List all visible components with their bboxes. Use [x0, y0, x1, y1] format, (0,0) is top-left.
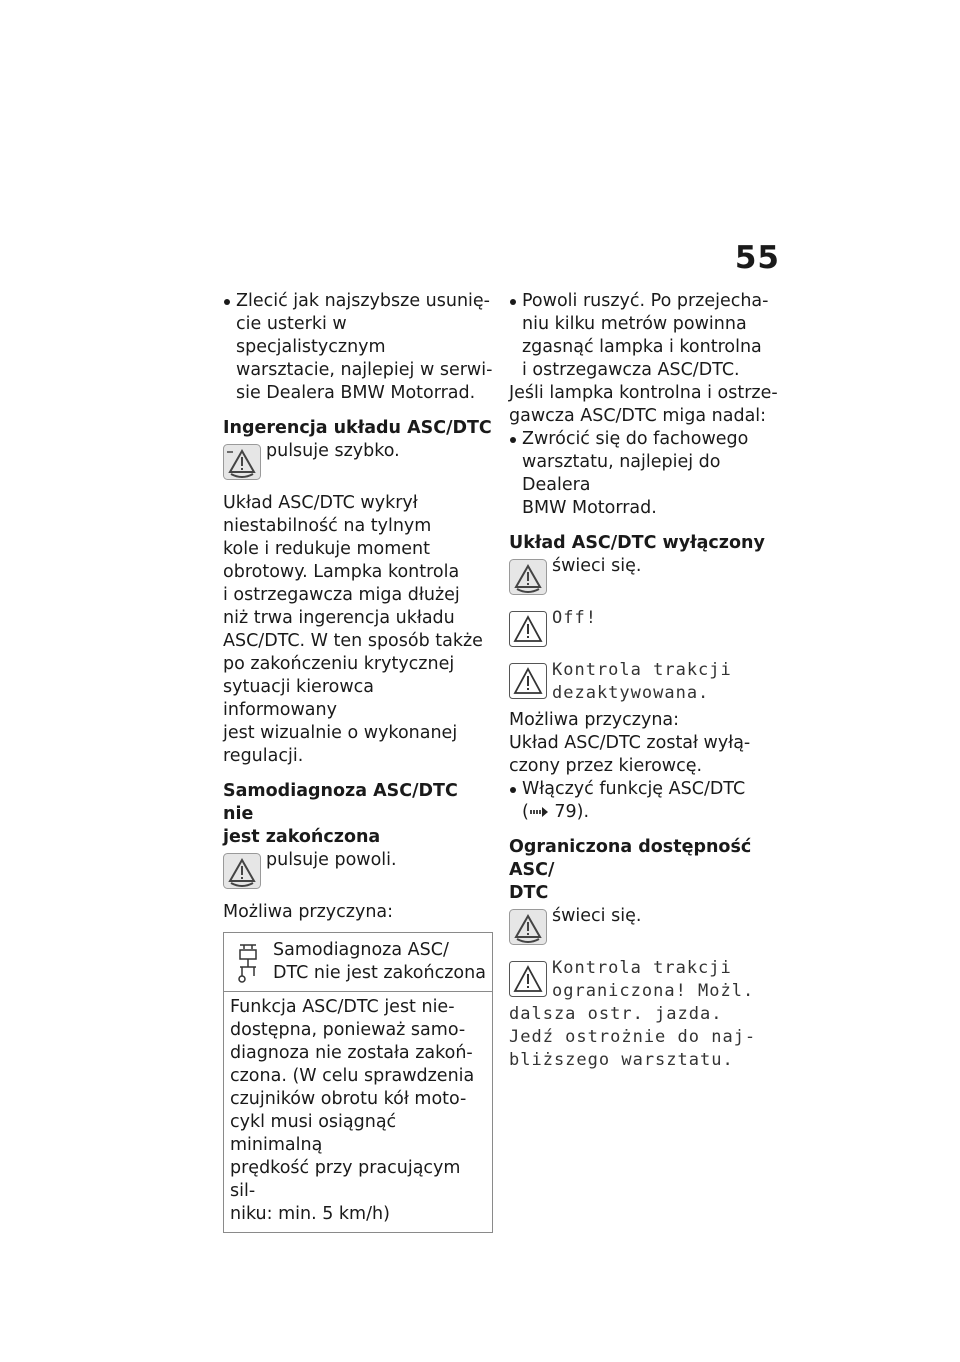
warning-triangle-icon: [509, 663, 547, 699]
bullet-line: cie usterki w specjalistycznym: [236, 314, 386, 357]
bullet-line: Zlecić jak najszybsze usunię-: [236, 291, 490, 311]
text-line: dostępna, ponieważ samo-: [230, 1020, 466, 1040]
bullet-line: zgasnąć lampka i kontrolna: [522, 337, 762, 357]
indicator-label: świeci się.: [552, 556, 642, 576]
text-line: czona. (W celu sprawdzenia: [230, 1066, 475, 1086]
text-line: gawcza ASC/DTC miga nadal:: [509, 406, 767, 426]
indicator-row: [223, 849, 493, 889]
traction-control-warning-icon: [223, 444, 261, 480]
text-line: obrotowy. Lampka kontrola: [223, 562, 460, 582]
text-line: kole i redukuje moment: [223, 539, 431, 559]
info-box-body: [224, 992, 492, 1232]
display-text: bliższego warsztatu.: [509, 1050, 734, 1070]
text-line: ASC/DTC. W ten sposób także: [223, 631, 483, 651]
text-line: cykl musi osiągnąć minimalną: [230, 1112, 397, 1155]
list-item: [509, 428, 784, 520]
bullet-line: i ostrzegawcza ASC/DTC.: [522, 360, 740, 380]
sensor-check-icon: [234, 943, 262, 983]
text-line: Funkcja ASC/DTC jest nie-: [230, 997, 455, 1017]
section-heading-ograniczona: [509, 836, 784, 905]
traction-control-warning-icon: [509, 909, 547, 945]
list-item: [509, 778, 784, 824]
warning-triangle-icon: [509, 611, 547, 647]
text-line: niestabilność na tylnym: [223, 516, 432, 536]
bullet-line: sie Dealera BMW Motorrad.: [236, 383, 476, 403]
display-text: dalsza ostr. jazda.: [509, 1004, 723, 1024]
indicator-row: [509, 555, 784, 595]
heading-line: jest zakończona: [223, 827, 381, 847]
text-line: niż trwa ingerencja układu: [223, 608, 455, 628]
text-line: niku: min. 5 km/h): [230, 1204, 390, 1224]
text-line: po zakończeniu krytycznej: [223, 654, 455, 674]
bullet-line: niu kilku metrów powinna: [522, 314, 747, 334]
text-line: regulacji.: [223, 746, 304, 766]
bullet-dot: [510, 299, 516, 305]
paragraph: [509, 732, 784, 778]
indicator-row: [509, 905, 784, 945]
bullet-line: Zwrócić się do fachowego: [522, 429, 749, 449]
info-box-title-line: Samodiagnoza ASC/: [273, 940, 449, 960]
bullet-dot: [510, 437, 516, 443]
heading-line: Ograniczona dostępność ASC/: [509, 837, 752, 880]
right-column: [509, 290, 784, 1072]
bullet-line: Włączyć funkcję ASC/DTC: [522, 779, 746, 799]
section-heading-ingerencja: Ingerencja układu ASC/DTC: [223, 418, 492, 438]
heading-line: Samodiagnoza ASC/DTC nie: [223, 781, 458, 824]
page-reference-arrow-icon: [529, 806, 549, 818]
cause-label: Możliwa przyczyna:: [223, 902, 394, 922]
bullet-line: warsztacie, najlepiej w serwi-: [236, 360, 493, 380]
display-text: ograniczona! Możl.: [552, 981, 755, 1001]
text-line: i ostrzegawcza miga dłużej: [223, 585, 460, 605]
bullet-line: warsztatu, najlepiej do Dealera: [522, 452, 721, 495]
text-line: sytuacji kierowca informowany: [223, 677, 374, 720]
display-text: Kontrola trakcji: [552, 958, 732, 978]
traction-control-warning-icon: [509, 559, 547, 595]
list-item: [509, 290, 784, 382]
list-item: [223, 290, 493, 405]
text-line: diagnoza nie została zakoń-: [230, 1043, 473, 1063]
paragraph: [223, 492, 493, 768]
bullet-dot: [224, 299, 230, 305]
bullet-line: BMW Motorrad.: [522, 498, 657, 518]
text-line: jest wizualnie o wykonanej: [223, 723, 458, 743]
section-heading-wylaczony: Układ ASC/DTC wyłączony: [509, 533, 765, 553]
display-message-row: [509, 957, 784, 1003]
info-box: [223, 932, 493, 1233]
display-text: Jedź ostrożnie do naj-: [509, 1027, 757, 1047]
left-column: [223, 290, 493, 1233]
indicator-label: pulsuje szybko.: [266, 441, 400, 461]
text-line: prędkość przy pracującym sil-: [230, 1158, 461, 1201]
display-text: Off!: [552, 608, 597, 628]
bullet-line: Powoli ruszyć. Po przejecha-: [522, 291, 769, 311]
indicator-label: świeci się.: [552, 906, 642, 926]
bullet-dot: [510, 787, 516, 793]
display-text: Kontrola trakcji: [552, 660, 732, 680]
warning-triangle-icon: [509, 961, 547, 997]
paragraph: [509, 382, 784, 428]
indicator-row: [223, 440, 493, 480]
section-heading-samodiagnoza: [223, 780, 493, 849]
display-text-continued: [509, 1003, 784, 1072]
display-message-row: [509, 607, 784, 647]
text-line: Układ ASC/DTC wykrył: [223, 493, 418, 513]
page-reference[interactable]: [522, 801, 784, 824]
indicator-label: pulsuje powoli.: [266, 850, 397, 870]
info-box-title-line: DTC nie jest zakończona: [273, 963, 486, 983]
info-box-header: [224, 933, 492, 992]
display-text: dezaktywowana.: [552, 683, 710, 703]
heading-line: DTC: [509, 883, 549, 903]
text-line: Układ ASC/DTC został wyłą-: [509, 733, 751, 753]
display-message-row: [509, 659, 784, 705]
paren: (: [522, 802, 529, 822]
page-ref-number: 79).: [554, 802, 590, 822]
text-line: czony przez kierowcę.: [509, 756, 703, 776]
text-line: czujników obrotu kół moto-: [230, 1089, 467, 1109]
page-number: 55: [734, 240, 780, 276]
traction-control-warning-icon: [223, 853, 261, 889]
text-line: Jeśli lampka kontrolna i ostrze-: [509, 383, 778, 403]
cause-label: Możliwa przyczyna:: [509, 710, 680, 730]
